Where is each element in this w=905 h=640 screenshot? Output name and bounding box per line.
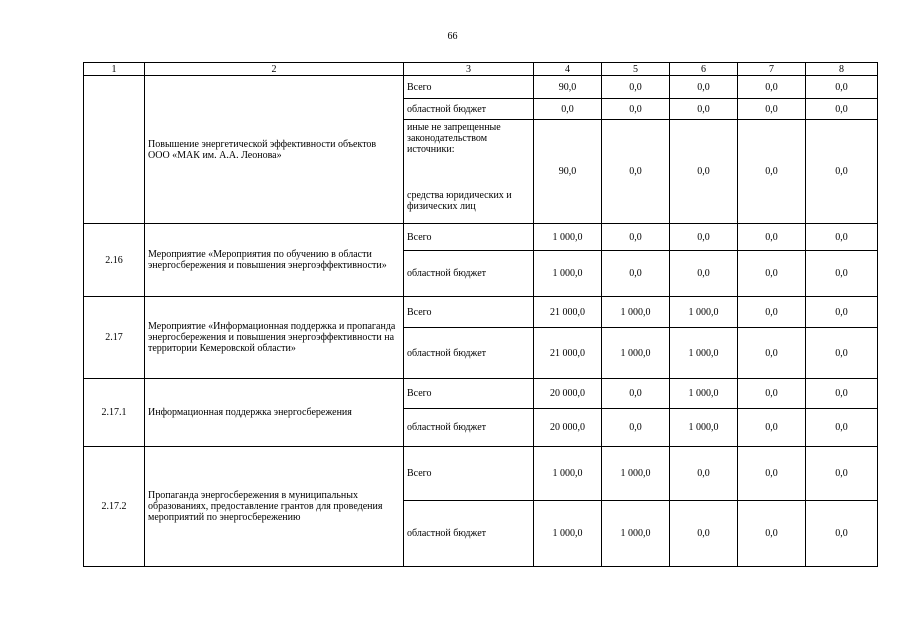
item-number: 2.16 bbox=[84, 224, 145, 297]
item-number: 2.17.1 bbox=[84, 379, 145, 447]
value-cell: 0,0 bbox=[670, 120, 738, 224]
funding-source: Всего bbox=[404, 76, 534, 99]
item-name: Пропаганда энергосбережения в муниципальных образованиях, предоставление грантов для проведения мероприятий по энергосбережению bbox=[145, 447, 404, 567]
column-header: 3 bbox=[404, 63, 534, 76]
item-name: Информационная поддержка энергосбережения bbox=[145, 379, 404, 447]
value-cell: 0,0 bbox=[738, 224, 806, 251]
value-cell: 0,0 bbox=[602, 99, 670, 120]
table-row bbox=[84, 297, 878, 328]
value-cell: 0,0 bbox=[806, 379, 878, 409]
value-cell: 1 000,0 bbox=[534, 251, 602, 297]
funding-source: областной бюджет bbox=[404, 99, 534, 120]
value-cell: 0,0 bbox=[806, 447, 878, 501]
value-cell: 21 000,0 bbox=[534, 297, 602, 328]
value-cell: 0,0 bbox=[806, 328, 878, 379]
value-cell: 1 000,0 bbox=[602, 297, 670, 328]
value-cell: 1 000,0 bbox=[670, 409, 738, 447]
value-cell: 0,0 bbox=[806, 297, 878, 328]
column-header: 8 bbox=[806, 63, 878, 76]
value-cell: 0,0 bbox=[806, 120, 878, 224]
value-cell: 0,0 bbox=[806, 251, 878, 297]
value-cell: 0,0 bbox=[738, 76, 806, 99]
value-cell: 0,0 bbox=[738, 251, 806, 297]
table-row bbox=[84, 224, 878, 251]
value-cell: 1 000,0 bbox=[534, 501, 602, 567]
value-cell: 0,0 bbox=[602, 251, 670, 297]
item-number: 2.17.2 bbox=[84, 447, 145, 567]
funding-source-sub: средства юридических и физических лиц bbox=[407, 190, 512, 212]
value-cell: 0,0 bbox=[670, 99, 738, 120]
value-cell: 0,0 bbox=[602, 379, 670, 409]
item-name: Повышение энергетической эффективности объектов ООО «МАК им. А.А. Леонова» bbox=[145, 76, 404, 224]
value-cell: 0,0 bbox=[738, 297, 806, 328]
item-number bbox=[84, 76, 145, 224]
value-cell: 0,0 bbox=[806, 76, 878, 99]
funding-source: Всего bbox=[404, 297, 534, 328]
value-cell: 0,0 bbox=[738, 328, 806, 379]
column-header: 6 bbox=[670, 63, 738, 76]
value-cell: 0,0 bbox=[806, 409, 878, 447]
value-cell: 1 000,0 bbox=[670, 297, 738, 328]
funding-source: областной бюджет bbox=[404, 328, 534, 379]
value-cell: 0,0 bbox=[806, 501, 878, 567]
value-cell: 0,0 bbox=[602, 224, 670, 251]
value-cell: 0,0 bbox=[738, 409, 806, 447]
value-cell: 1 000,0 bbox=[602, 501, 670, 567]
column-header: 1 bbox=[84, 63, 145, 76]
column-header: 7 bbox=[738, 63, 806, 76]
value-cell: 1 000,0 bbox=[602, 447, 670, 501]
value-cell: 90,0 bbox=[534, 120, 602, 224]
value-cell: 0,0 bbox=[738, 379, 806, 409]
funding-source: областной бюджет bbox=[404, 251, 534, 297]
value-cell: 20 000,0 bbox=[534, 379, 602, 409]
value-cell: 0,0 bbox=[670, 501, 738, 567]
value-cell: 21 000,0 bbox=[534, 328, 602, 379]
funding-source: Всего bbox=[404, 447, 534, 501]
funding-source bbox=[404, 120, 534, 224]
item-name: Мероприятие «Информационная поддержка и пропаганда энергосбережения и повышения энергоэффективности на территории Кемеровской области» bbox=[145, 297, 404, 379]
value-cell: 1 000,0 bbox=[670, 328, 738, 379]
funding-source: областной бюджет bbox=[404, 501, 534, 567]
value-cell: 0,0 bbox=[738, 99, 806, 120]
column-header: 4 bbox=[534, 63, 602, 76]
table-row bbox=[84, 447, 878, 501]
value-cell: 0,0 bbox=[670, 447, 738, 501]
value-cell: 20 000,0 bbox=[534, 409, 602, 447]
budget-table bbox=[83, 62, 878, 567]
value-cell: 0,0 bbox=[670, 224, 738, 251]
value-cell: 1 000,0 bbox=[534, 224, 602, 251]
funding-source: Всего bbox=[404, 379, 534, 409]
funding-source: областной бюджет bbox=[404, 409, 534, 447]
funding-source: Всего bbox=[404, 224, 534, 251]
value-cell: 0,0 bbox=[602, 76, 670, 99]
value-cell: 0,0 bbox=[602, 120, 670, 224]
value-cell: 0,0 bbox=[534, 99, 602, 120]
value-cell: 0,0 bbox=[602, 409, 670, 447]
value-cell: 1 000,0 bbox=[670, 379, 738, 409]
value-cell: 90,0 bbox=[534, 76, 602, 99]
item-number: 2.17 bbox=[84, 297, 145, 379]
column-number-row bbox=[84, 63, 878, 76]
table-row bbox=[84, 76, 878, 99]
column-header: 2 bbox=[145, 63, 404, 76]
column-header: 5 bbox=[602, 63, 670, 76]
value-cell: 0,0 bbox=[738, 447, 806, 501]
item-name: Мероприятие «Мероприятия по обучению в области энергосбережения и повышения энергоэффективности» bbox=[145, 224, 404, 297]
value-cell: 0,0 bbox=[738, 120, 806, 224]
value-cell: 0,0 bbox=[738, 501, 806, 567]
value-cell: 0,0 bbox=[806, 224, 878, 251]
table-row bbox=[84, 379, 878, 409]
value-cell: 0,0 bbox=[670, 251, 738, 297]
value-cell: 1 000,0 bbox=[602, 328, 670, 379]
value-cell: 0,0 bbox=[806, 99, 878, 120]
value-cell: 1 000,0 bbox=[534, 447, 602, 501]
value-cell: 0,0 bbox=[670, 76, 738, 99]
funding-source-other: иные не запрещенные законодательством источники: bbox=[407, 122, 501, 155]
page-number: 66 bbox=[447, 31, 458, 42]
